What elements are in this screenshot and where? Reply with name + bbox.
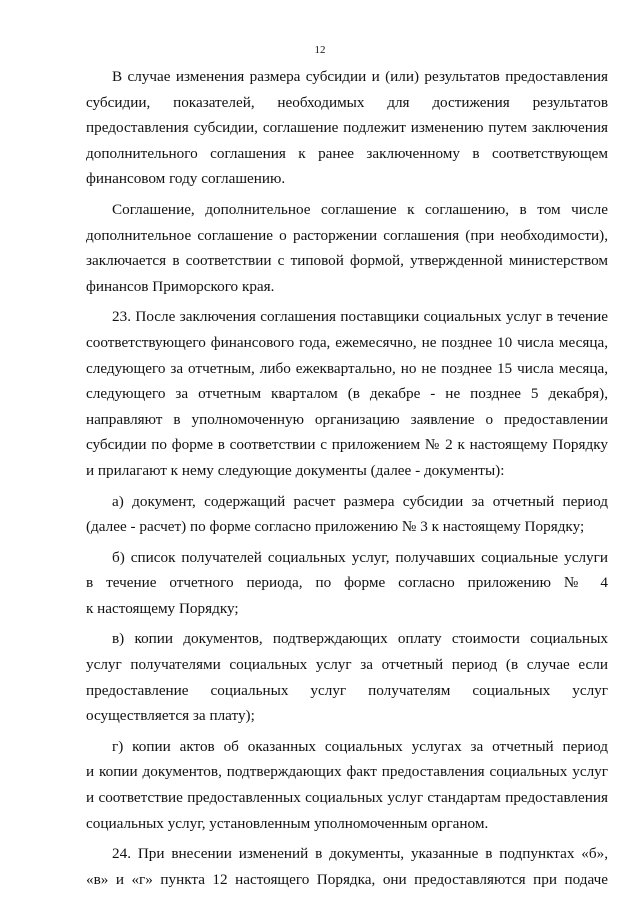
text-line: следующего за отчетным кварталом (в декабре - не позднее 5 декабря), — [86, 385, 608, 403]
paragraph — [86, 734, 608, 836]
paragraph — [86, 304, 608, 483]
text-line: социальных услуг, установленным уполномоченным органом. — [86, 814, 489, 832]
text-line: а) документ, содержащий расчет размера субсидии за отчетный период — [112, 492, 608, 510]
text-line: дополнительного соглашения к ранее заключенному в соответствующем — [86, 144, 608, 162]
text-line: В случае изменения размера субсидии и (или) результатов предоставления — [112, 68, 608, 85]
paragraph — [86, 489, 608, 540]
text-line: соответствующего финансового года, ежемесячно, не позднее 10 числа месяца, — [86, 333, 608, 351]
text-line: и прилагают к нему следующие документы (далее - документы): — [86, 461, 505, 479]
paragraph — [86, 197, 608, 299]
text-line: осуществляется за плату); — [86, 707, 255, 725]
text-line: к настоящему Порядку; — [86, 599, 239, 617]
text-line: 23. После заключения соглашения поставщики социальных услуг в течение — [112, 308, 608, 326]
text-line: «в» и «г» пункта 12 настоящего Порядка, они предоставляются при подаче — [86, 870, 608, 888]
text-line: следующего за отчетным, либо ежеквартально, но не позднее 15 числа месяца, — [86, 359, 608, 377]
text-line: финансовом году соглашению. — [86, 170, 286, 188]
paragraph — [86, 545, 608, 622]
text-line: (далее - расчет) по форме согласно приложению № 3 к настоящему Порядку; — [86, 518, 585, 536]
text-line: субсидии по форме в соответствии с приложением № 2 к настоящему Порядку — [86, 436, 608, 454]
text-line: дополнительное соглашение о расторжении соглашения (при необходимости), — [86, 226, 608, 244]
text-line: 24. При внесении изменений в документы, указанные в подпунктах «б», — [112, 845, 608, 863]
text-line: предоставления субсидии, соглашение подлежит изменению путем заключения — [86, 119, 608, 137]
text-line: финансов Приморского края. — [86, 277, 275, 295]
paragraph — [86, 841, 608, 892]
paragraph — [86, 626, 608, 728]
text-line: г) копии актов об оказанных социальных услугах за отчетный период — [112, 737, 608, 755]
text-line: в) копии документов, подтверждающих оплату стоимости социальных — [112, 630, 608, 648]
text-line: в течение отчетного периода, по форме согласно приложению № 4 — [86, 574, 608, 592]
text-line: б) список получателей социальных услуг, получавших социальные услуги — [112, 548, 608, 566]
document-body — [86, 64, 608, 897]
text-line: субсидии, показателей, необходимых для достижения результатов — [86, 93, 608, 111]
text-line: и копии документов, подтверждающих факт предоставления социальных услуг — [86, 763, 608, 781]
text-line: заключается в соответствии с типовой формой, утвержденной министерством — [86, 252, 608, 270]
text-line: предоставление социальных услуг получателям социальных услуг — [86, 681, 608, 699]
text-line: и соответствие предоставленных социальных услуг стандартам предоставления — [86, 789, 608, 807]
text-line: услуг получателями социальных услуг за отчетный период (в случае если — [86, 656, 608, 674]
text-line: Соглашение, дополнительное соглашение к соглашению, в том числе — [112, 200, 608, 218]
page-number: 12 — [314, 44, 326, 56]
paragraph — [86, 64, 608, 192]
text-line: направляют в уполномоченную организацию заявление о предоставлении — [86, 410, 608, 428]
